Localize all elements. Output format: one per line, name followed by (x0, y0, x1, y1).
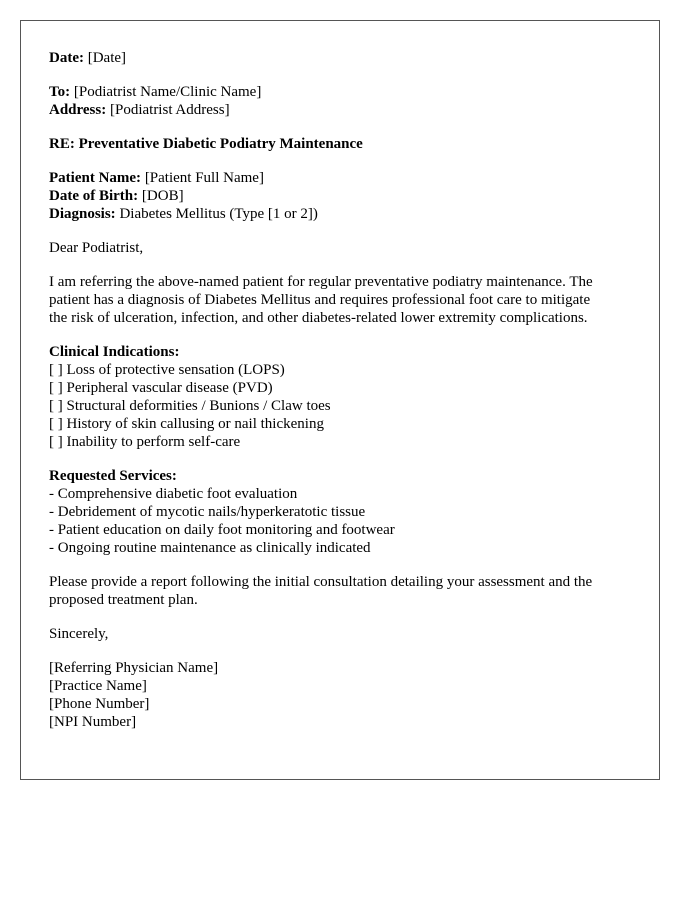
date-label: Date: (49, 50, 84, 66)
date-line (49, 49, 631, 67)
subject-block (49, 135, 631, 153)
patient-name-label: Patient Name: (49, 170, 142, 186)
practice-name: [Practice Name] (49, 678, 147, 694)
closing: Sincerely, (49, 626, 109, 642)
patient-name-line (49, 169, 631, 187)
address-value: [Podiatrist Address] (109, 102, 230, 118)
dob-value: [DOB] (141, 188, 184, 204)
diagnosis-line (49, 205, 631, 223)
to-line (49, 83, 631, 101)
closing-request-line: proposed treatment plan. (49, 592, 198, 608)
date-block (49, 49, 631, 67)
clinical-item: [ ] Inability to perform self-care (49, 434, 241, 450)
patient-name-value: [Patient Full Name] (144, 170, 264, 186)
closing-request-line: Please provide a report following the initial consultation detailing your assessment and the (49, 574, 593, 590)
service-item: - Patient education on daily foot monitoring and footwear (49, 522, 395, 538)
closing-request-paragraph (49, 573, 631, 609)
recipient-block (49, 83, 631, 119)
clinical-item: [ ] History of skin callusing or nail thickening (49, 416, 324, 432)
intro-paragraph (49, 273, 631, 327)
dob-line (49, 187, 631, 205)
service-item: - Debridement of mycotic nails/hyperkeratotic tissue (49, 504, 366, 520)
subject-line: RE: Preventative Diabetic Podiatry Maintenance (49, 136, 363, 152)
patient-block (49, 169, 631, 223)
date-value: [Date] (87, 50, 127, 66)
requested-services (49, 467, 631, 557)
address-line (49, 101, 631, 119)
clinical-item: [ ] Peripheral vascular disease (PVD) (49, 380, 273, 396)
address-label: Address: (49, 102, 107, 118)
closing-block (49, 625, 631, 643)
clinical-item: [ ] Structural deformities / Bunions / Claw toes (49, 398, 331, 414)
service-item: - Ongoing routine maintenance as clinically indicated (49, 540, 371, 556)
salutation: Dear Podiatrist, (49, 240, 144, 256)
service-item: - Comprehensive diabetic foot evaluation (49, 486, 298, 502)
physician-name: [Referring Physician Name] (49, 660, 219, 676)
salutation-block (49, 239, 631, 257)
dob-label: Date of Birth: (49, 188, 139, 204)
referral-letter (20, 20, 660, 780)
signature-block (49, 659, 631, 731)
intro-line: patient has a diagnosis of Diabetes Mellitus and requires professional foot care to mitigate (49, 292, 591, 308)
to-label: To: (49, 84, 71, 100)
phone-number: [Phone Number] (49, 696, 150, 712)
diagnosis-value: Diabetes Mellitus (Type [1 or 2]) (119, 206, 318, 222)
clinical-heading: Clinical Indications: (49, 344, 180, 360)
diagnosis-label: Diagnosis: (49, 206, 116, 222)
clinical-indications (49, 343, 631, 451)
services-heading: Requested Services: (49, 468, 177, 484)
npi-number: [NPI Number] (49, 714, 137, 730)
to-value: [Podiatrist Name/Clinic Name] (73, 84, 262, 100)
intro-line: the risk of ulceration, infection, and other diabetes-related lower extremity complications. (49, 310, 588, 326)
intro-line: I am referring the above-named patient for regular preventative podiatry maintenance. The (49, 274, 593, 290)
clinical-item: [ ] Loss of protective sensation (LOPS) (49, 362, 285, 378)
